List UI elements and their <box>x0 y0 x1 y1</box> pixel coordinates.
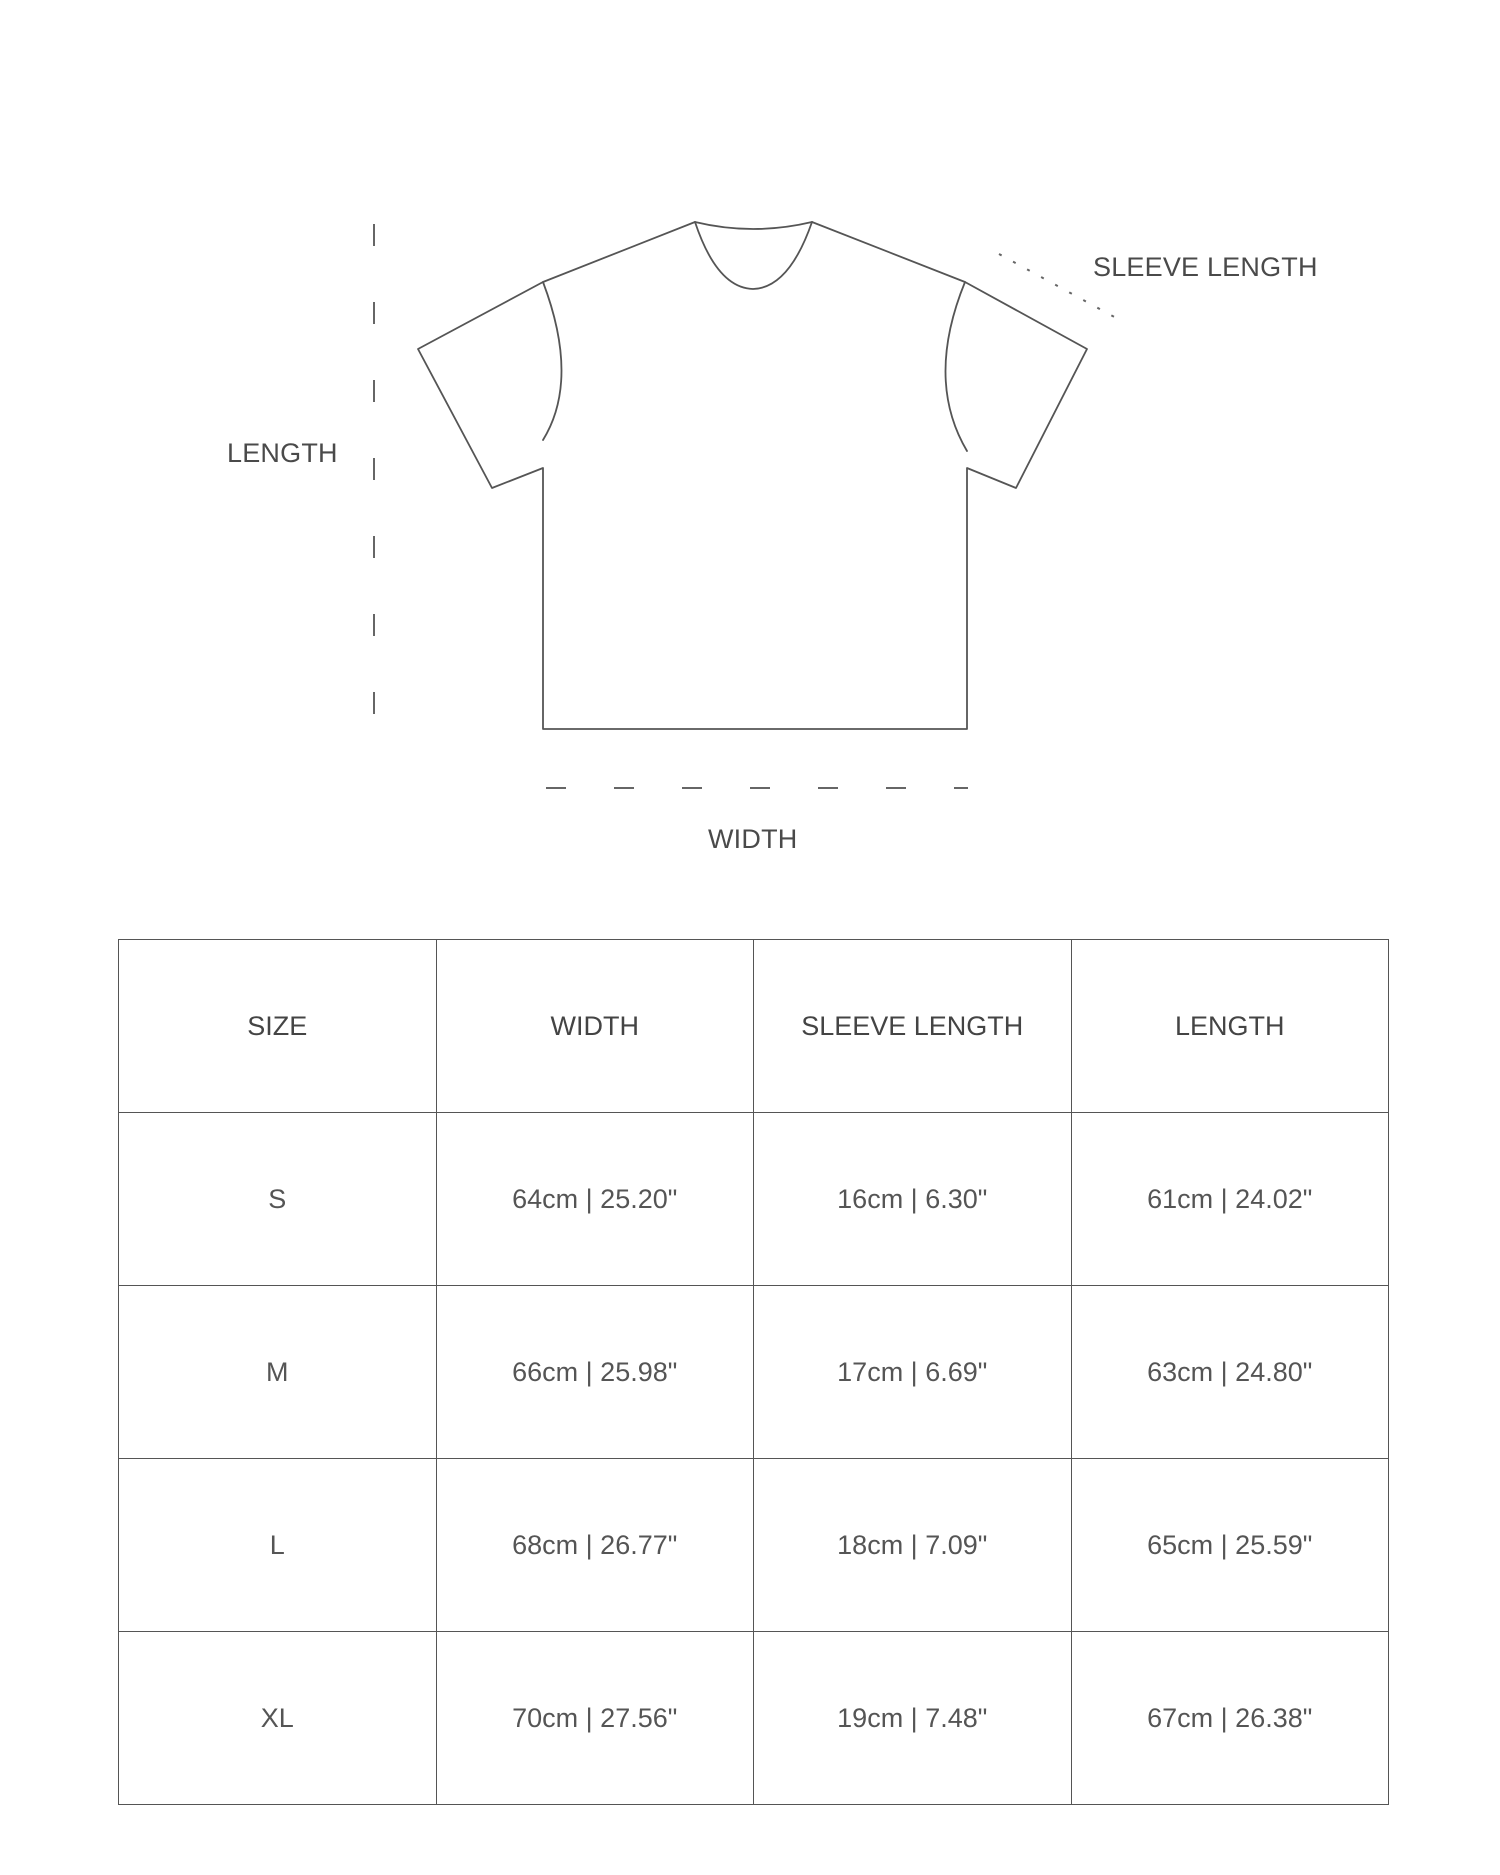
size-diagram <box>0 0 1500 880</box>
t-shirt-outline-icon <box>0 0 1500 880</box>
length-label: LENGTH <box>227 438 338 468</box>
length-cell: 63cm | 24.80" <box>1071 1286 1389 1459</box>
table-row <box>119 1113 1389 1286</box>
header-sleeve-length: SLEEVE LENGTH <box>754 940 1072 1113</box>
header-width: WIDTH <box>436 940 754 1113</box>
t-shirt-right-armhole <box>945 282 967 451</box>
table-row <box>119 1286 1389 1459</box>
sleeve-length-cell: 16cm | 6.30" <box>754 1113 1072 1286</box>
t-shirt-body-outline <box>418 222 1087 729</box>
width-cell: 70cm | 27.56" <box>436 1632 754 1805</box>
table-row <box>119 1632 1389 1805</box>
width-cell: 64cm | 25.20" <box>436 1113 754 1286</box>
size-cell: S <box>119 1113 437 1286</box>
sleeve-length-cell: 18cm | 7.09" <box>754 1459 1072 1632</box>
table-row <box>119 1459 1389 1632</box>
width-cell: 68cm | 26.77" <box>436 1459 754 1632</box>
width-label: WIDTH <box>708 824 798 854</box>
t-shirt-neckline-outer <box>695 222 812 229</box>
header-length: LENGTH <box>1071 940 1389 1113</box>
size-chart-table <box>118 939 1389 1805</box>
width-cell: 66cm | 25.98" <box>436 1286 754 1459</box>
size-cell: XL <box>119 1632 437 1805</box>
t-shirt-neckline-inner <box>695 222 812 289</box>
table-header-row <box>119 940 1389 1113</box>
t-shirt-left-armhole <box>543 282 562 440</box>
sleeve-length-cell: 19cm | 7.48" <box>754 1632 1072 1805</box>
length-cell: 67cm | 26.38" <box>1071 1632 1389 1805</box>
sleeve-length-label: SLEEVE LENGTH <box>1093 252 1318 282</box>
size-cell: L <box>119 1459 437 1632</box>
header-size: SIZE <box>119 940 437 1113</box>
sleeve-length-cell: 17cm | 6.69" <box>754 1286 1072 1459</box>
length-cell: 61cm | 24.02" <box>1071 1113 1389 1286</box>
size-cell: M <box>119 1286 437 1459</box>
length-cell: 65cm | 25.59" <box>1071 1459 1389 1632</box>
